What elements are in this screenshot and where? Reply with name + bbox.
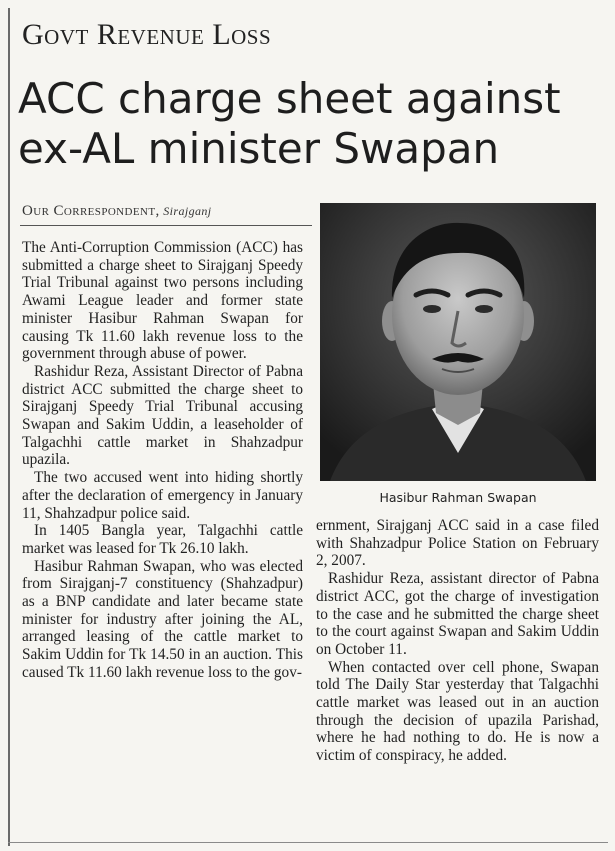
headline: [18, 74, 608, 174]
left-border-rule: [8, 8, 10, 846]
kicker: Govt Revenue Loss: [22, 18, 272, 51]
paragraph: Rashidur Reza, assistant director of Pabna district ACC, got the charge of investigation to the case and he submitted the charge sheet to the court against Swapan and Sakim Uddin on October 11.: [316, 570, 599, 658]
portrait-photo: [320, 203, 596, 481]
paragraph: The two accused went into hiding shortly after the declaration of emergency in January 11, Shahzadpur police said.: [22, 469, 303, 522]
byline: [22, 203, 212, 220]
paragraph: When contacted over cell phone, Swapan told The Daily Star yesterday that Talgachhi cattle market was leased out in an auction through the decision of upazila Parishad, where he had nothing to do. He is now a victim of conspiracy, he added.: [316, 658, 599, 765]
paragraph: The Anti-Corruption Commission (ACC) has submitted a charge sheet to Sirajganj Speedy Trial Tribunal against two persons including Awami League leader and former state minister Hasibur Rahman Swapan for causing Tk 11.60 lakh revenue loss to the government through abuse of power.: [22, 239, 303, 363]
bottom-border-rule: [8, 842, 608, 843]
photo-caption: Hasibur Rahman Swapan: [379, 490, 537, 505]
portrait-illustration: [320, 203, 596, 481]
paragraph: Hasibur Rahman Swapan, who was elected from Sirajganj-7 constituency (Shahzadpur) as a BNP candidate and later became state minister for industry after joining the AL, arranged leasing of the cattle market to Sakim Uddin for Tk 14.50 in an auction. This caused Tk 11.60 lakh revenue loss to the gov-: [22, 557, 303, 681]
article-body-right-column: [316, 517, 599, 765]
byline-divider: [20, 225, 312, 226]
headline-line-2: ex-AL minister Swapan: [18, 124, 500, 173]
article-body-left-column: [22, 239, 303, 682]
paragraph: In 1405 Bangla year, Talgachhi cattle market was leased for Tk 26.10 lakh.: [22, 522, 303, 557]
byline-label: Our Correspondent,: [22, 203, 160, 219]
paragraph: Rashidur Reza, Assistant Director of Pabna district ACC submitted the charge sheet to Sirajganj Speedy Trial Tribunal accusing Swapan and Sakim Uddin, a leaseholder of Talgachhi cattle market in Shahzadpur upazila.: [22, 362, 303, 469]
byline-location: Sirajganj: [163, 204, 212, 218]
paragraph: ernment, Sirajganj ACC said in a case filed with Shahzadpur Police Station on February 2, 2007.: [316, 517, 599, 570]
headline-line-1: ACC charge sheet against: [18, 74, 561, 123]
